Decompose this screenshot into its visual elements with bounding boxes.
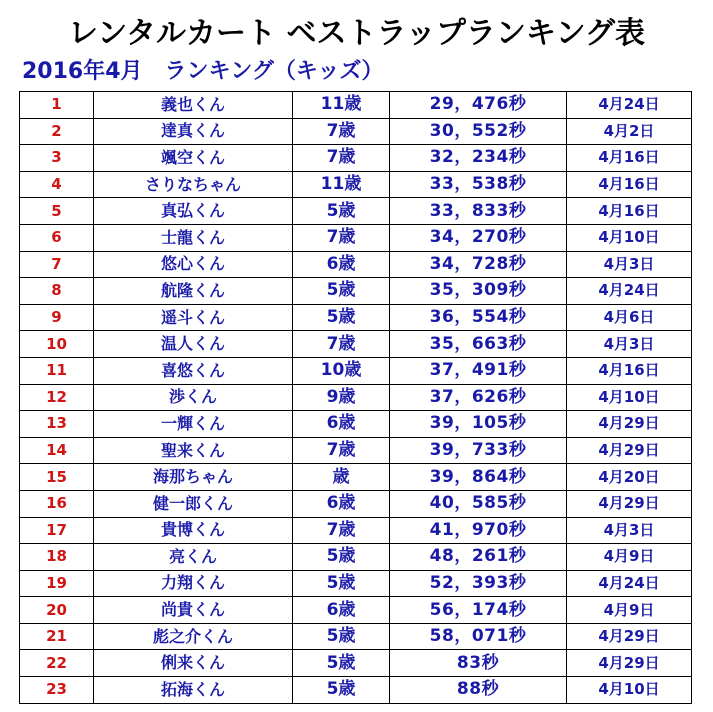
date-cell: 4月9日 xyxy=(567,597,692,624)
rank-cell: 9 xyxy=(20,304,94,331)
age-cell: 11歳 xyxy=(293,92,390,119)
table-row xyxy=(20,650,692,677)
age-cell: 5歳 xyxy=(293,544,390,571)
table-row xyxy=(20,278,692,305)
age-cell: 9歳 xyxy=(293,384,390,411)
rank-cell: 3 xyxy=(20,145,94,172)
time-cell: 83秒 xyxy=(390,650,567,677)
time-cell: 39，864秒 xyxy=(390,464,567,491)
age-cell: 歳 xyxy=(293,464,390,491)
rank-cell: 16 xyxy=(20,490,94,517)
age-cell: 11歳 xyxy=(293,171,390,198)
table-row xyxy=(20,118,692,145)
rank-cell: 10 xyxy=(20,331,94,358)
name-cell: 士龍くん xyxy=(94,224,293,251)
page-subtitle: 2016年4月 ランキング（キッズ） xyxy=(22,59,384,84)
date-cell: 4月29日 xyxy=(567,411,692,438)
rank-cell: 7 xyxy=(20,251,94,278)
table-row xyxy=(20,677,692,704)
rank-cell: 11 xyxy=(20,357,94,384)
rank-cell: 5 xyxy=(20,198,94,225)
age-cell: 6歳 xyxy=(293,411,390,438)
date-cell: 4月10日 xyxy=(567,677,692,704)
name-cell: 彪之介くん xyxy=(94,623,293,650)
age-cell: 5歳 xyxy=(293,623,390,650)
age-cell: 7歳 xyxy=(293,331,390,358)
name-cell: 力翔くん xyxy=(94,570,293,597)
date-cell: 4月9日 xyxy=(567,544,692,571)
date-cell: 4月10日 xyxy=(567,384,692,411)
date-cell: 4月20日 xyxy=(567,464,692,491)
rank-cell: 14 xyxy=(20,437,94,464)
name-cell: 渉くん xyxy=(94,384,293,411)
table-row xyxy=(20,384,692,411)
name-cell: 海那ちゃん xyxy=(94,464,293,491)
time-cell: 58，071秒 xyxy=(390,623,567,650)
date-cell: 4月16日 xyxy=(567,198,692,225)
rank-cell: 1 xyxy=(20,92,94,119)
table-row xyxy=(20,623,692,650)
ranking-table xyxy=(19,91,692,704)
date-cell: 4月16日 xyxy=(567,357,692,384)
date-cell: 4月24日 xyxy=(567,570,692,597)
time-cell: 37，491秒 xyxy=(390,357,567,384)
rank-cell: 8 xyxy=(20,278,94,305)
time-cell: 36，554秒 xyxy=(390,304,567,331)
age-cell: 6歳 xyxy=(293,490,390,517)
name-cell: 航隆くん xyxy=(94,278,293,305)
time-cell: 34，728秒 xyxy=(390,251,567,278)
name-cell: 喜悠くん xyxy=(94,357,293,384)
table-row xyxy=(20,357,692,384)
page-title: レンタルカート ベストラップランキング表 xyxy=(68,16,645,51)
rank-cell: 21 xyxy=(20,623,94,650)
age-cell: 5歳 xyxy=(293,304,390,331)
table-row xyxy=(20,171,692,198)
age-cell: 7歳 xyxy=(293,224,390,251)
date-cell: 4月3日 xyxy=(567,251,692,278)
date-cell: 4月10日 xyxy=(567,224,692,251)
time-cell: 40，585秒 xyxy=(390,490,567,517)
time-cell: 37，626秒 xyxy=(390,384,567,411)
age-cell: 5歳 xyxy=(293,677,390,704)
date-cell: 4月3日 xyxy=(567,517,692,544)
name-cell: 尚貴くん xyxy=(94,597,293,624)
time-cell: 35，309秒 xyxy=(390,278,567,305)
date-cell: 4月2日 xyxy=(567,118,692,145)
name-cell: 健一郎くん xyxy=(94,490,293,517)
date-cell: 4月16日 xyxy=(567,145,692,172)
name-cell: さりなちゃん xyxy=(94,171,293,198)
date-cell: 4月29日 xyxy=(567,650,692,677)
name-cell: 遥斗くん xyxy=(94,304,293,331)
time-cell: 39，733秒 xyxy=(390,437,567,464)
rank-cell: 2 xyxy=(20,118,94,145)
time-cell: 33，833秒 xyxy=(390,198,567,225)
name-cell: 真弘くん xyxy=(94,198,293,225)
rank-cell: 13 xyxy=(20,411,94,438)
name-cell: 達真くん xyxy=(94,118,293,145)
rank-cell: 6 xyxy=(20,224,94,251)
time-cell: 33，538秒 xyxy=(390,171,567,198)
date-cell: 4月29日 xyxy=(567,490,692,517)
rank-cell: 12 xyxy=(20,384,94,411)
date-cell: 4月24日 xyxy=(567,278,692,305)
age-cell: 5歳 xyxy=(293,198,390,225)
age-cell: 7歳 xyxy=(293,437,390,464)
table-row xyxy=(20,437,692,464)
table-row xyxy=(20,544,692,571)
name-cell: 聖来くん xyxy=(94,437,293,464)
age-cell: 7歳 xyxy=(293,118,390,145)
date-cell: 4月24日 xyxy=(567,92,692,119)
name-cell: 貴博くん xyxy=(94,517,293,544)
table-row xyxy=(20,251,692,278)
table-row xyxy=(20,411,692,438)
rank-cell: 22 xyxy=(20,650,94,677)
date-cell: 4月3日 xyxy=(567,331,692,358)
age-cell: 10歳 xyxy=(293,357,390,384)
table-row xyxy=(20,597,692,624)
time-cell: 39，105秒 xyxy=(390,411,567,438)
name-cell: 拓海くん xyxy=(94,677,293,704)
age-cell: 5歳 xyxy=(293,278,390,305)
time-cell: 41，970秒 xyxy=(390,517,567,544)
rank-cell: 15 xyxy=(20,464,94,491)
name-cell: 亮くん xyxy=(94,544,293,571)
time-cell: 30，552秒 xyxy=(390,118,567,145)
date-cell: 4月6日 xyxy=(567,304,692,331)
age-cell: 5歳 xyxy=(293,650,390,677)
table-row xyxy=(20,304,692,331)
rank-cell: 17 xyxy=(20,517,94,544)
time-cell: 29，476秒 xyxy=(390,92,567,119)
time-cell: 56，174秒 xyxy=(390,597,567,624)
time-cell: 32，234秒 xyxy=(390,145,567,172)
age-cell: 7歳 xyxy=(293,517,390,544)
name-cell: 一輝くん xyxy=(94,411,293,438)
table-row xyxy=(20,92,692,119)
time-cell: 35，663秒 xyxy=(390,331,567,358)
rank-cell: 19 xyxy=(20,570,94,597)
rank-cell: 20 xyxy=(20,597,94,624)
name-cell: 颯空くん xyxy=(94,145,293,172)
table-row xyxy=(20,224,692,251)
rank-cell: 23 xyxy=(20,677,94,704)
time-cell: 48，261秒 xyxy=(390,544,567,571)
age-cell: 7歳 xyxy=(293,145,390,172)
table-row xyxy=(20,331,692,358)
time-cell: 34，270秒 xyxy=(390,224,567,251)
table-row xyxy=(20,490,692,517)
ranking-table-body xyxy=(20,92,692,704)
date-cell: 4月29日 xyxy=(567,437,692,464)
name-cell: 温人くん xyxy=(94,331,293,358)
age-cell: 6歳 xyxy=(293,597,390,624)
rank-cell: 4 xyxy=(20,171,94,198)
name-cell: 義也くん xyxy=(94,92,293,119)
table-row xyxy=(20,145,692,172)
table-row xyxy=(20,517,692,544)
time-cell: 88秒 xyxy=(390,677,567,704)
age-cell: 5歳 xyxy=(293,570,390,597)
time-cell: 52，393秒 xyxy=(390,570,567,597)
date-cell: 4月29日 xyxy=(567,623,692,650)
name-cell: 悠心くん xyxy=(94,251,293,278)
table-row xyxy=(20,198,692,225)
name-cell: 俐来くん xyxy=(94,650,293,677)
age-cell: 6歳 xyxy=(293,251,390,278)
table-row xyxy=(20,570,692,597)
date-cell: 4月16日 xyxy=(567,171,692,198)
table-row xyxy=(20,464,692,491)
rank-cell: 18 xyxy=(20,544,94,571)
